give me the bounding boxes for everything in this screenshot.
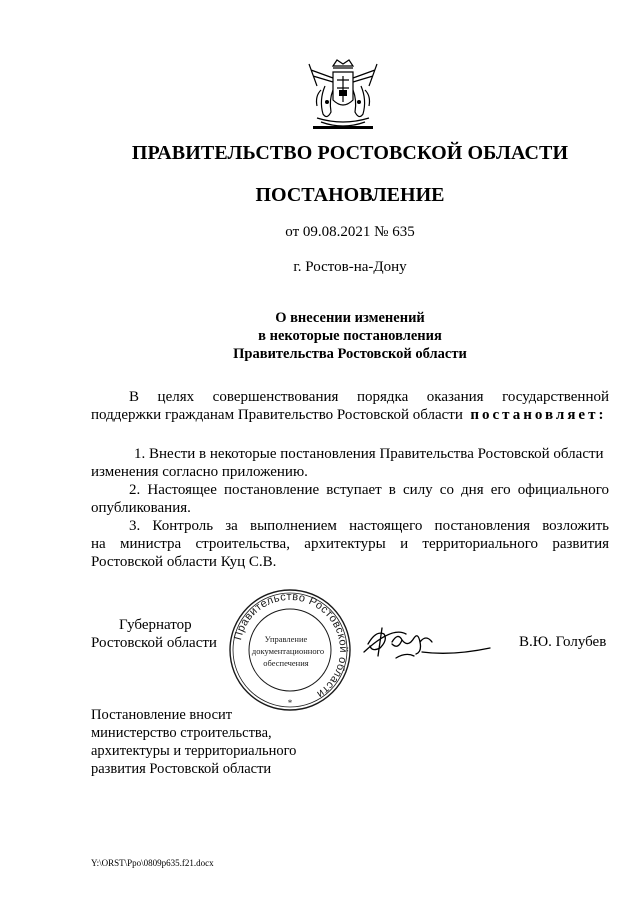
stamp-inner-line: документационного [251,646,325,656]
preamble-text: поддержки гражданам Правительство Ростовской области [91,407,463,423]
introduced-by [91,706,296,778]
introduced-by-line: архитектуры и территориального [91,743,297,759]
subject-line: Правительства Ростовской области [233,346,467,362]
svg-text:*: * [287,698,293,708]
handwritten-signature-icon [362,622,492,662]
subject-line: в некоторые постановления [258,328,442,344]
paragraph-line: на министра строительства, архитектуры и территориального развития [91,536,609,552]
coat-of-arms-icon [303,56,383,134]
signatory-name: В.Ю. Голубев [519,634,607,650]
stamp-inner-line: Управление [264,634,308,644]
document-type: ПОСТАНОВЛЕНИЕ [255,184,445,206]
paragraph-3 [91,517,609,571]
paragraph-line: Ростовской области Куц С.В. [91,554,277,570]
preamble [91,388,609,424]
paragraph-line: 3. Контроль за выполнением настоящего постановления возложить [129,518,609,534]
document-date-number: от 09.08.2021 № 635 [285,224,415,240]
document-place: г. Ростов-на-Дону [293,259,407,275]
file-path: Y:\ORST\Ppo\0809p635.f21.docx [91,858,214,868]
government-name: ПРАВИТЕЛЬСТВО РОСТОВСКОЙ ОБЛАСТИ [131,142,569,164]
subject-line: О внесении изменений [275,310,425,326]
document-subject [0,309,640,363]
introduced-by-line: министерство строительства, [91,725,272,741]
signatory-title-line: Губернатор [119,617,192,633]
paragraph-line: 1. Внести в некоторые постановления Правительства Ростовской области [134,446,604,462]
introduced-by-line: Постановление вносит [91,707,233,723]
paragraph-line: изменения согласно приложению. [91,464,308,480]
preamble-line [91,406,609,424]
introduced-by-line: развития Ростовской области [91,761,272,777]
stamp-inner-line: обеспечения [263,658,309,668]
official-stamp [228,588,352,712]
stamp-outer-text: Правительство Ростовской области [232,590,350,701]
decree-keyword: постановляет: [470,407,607,423]
signatory-title-line: Ростовской области [91,635,217,651]
paragraph-line: опубликования. [91,500,191,516]
paragraph-1 [91,445,609,481]
paragraph-line: 2. Настоящее постановление вступает в силу со дня его официального [129,482,609,498]
paragraph-2 [91,481,609,517]
preamble-line: В целях совершенствования порядка оказания государственной [129,389,609,405]
signatory-title [91,616,217,652]
